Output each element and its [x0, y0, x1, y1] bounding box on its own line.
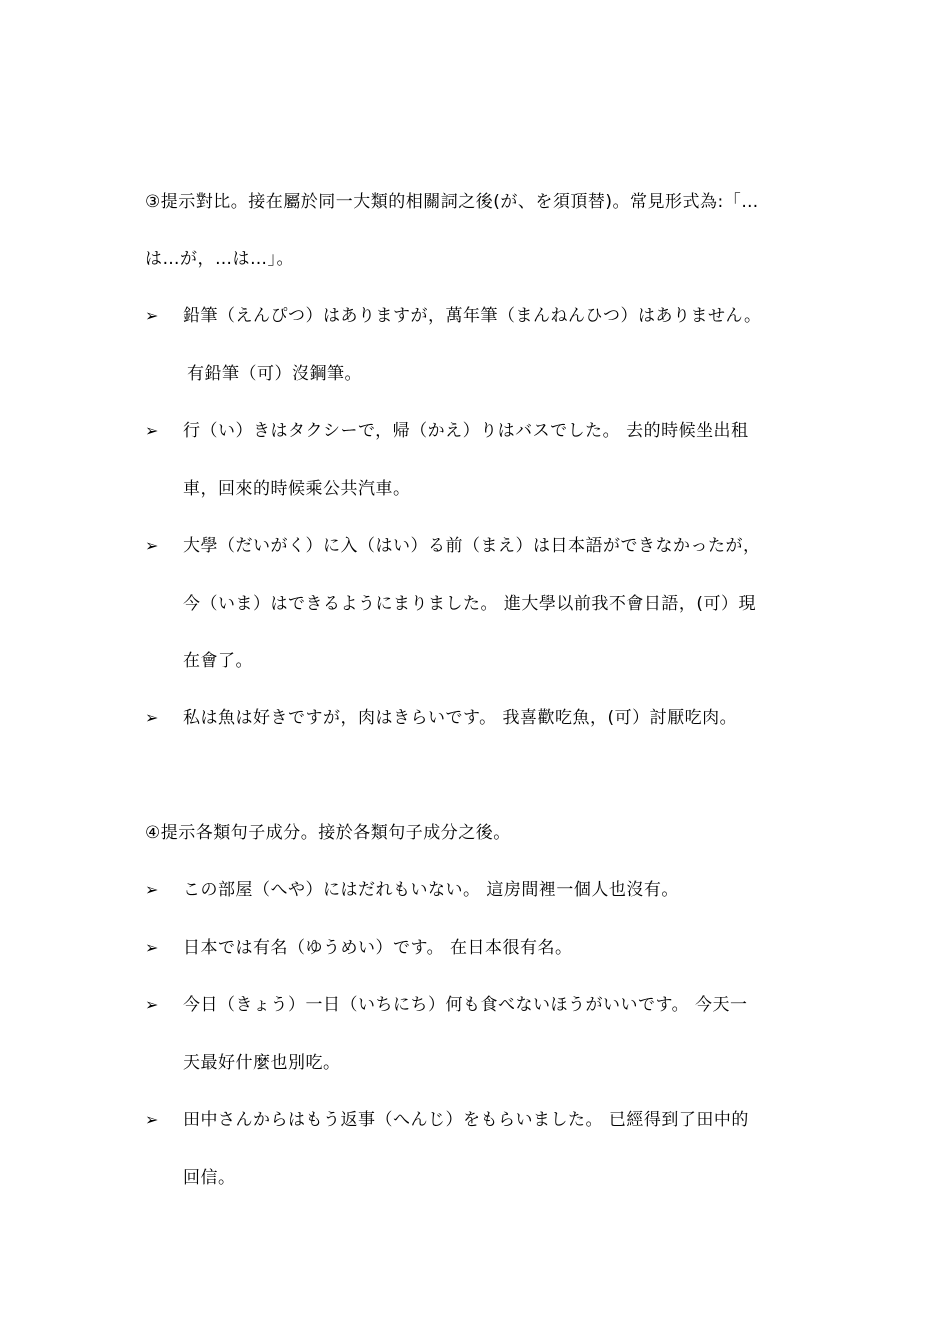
example-3-3-line-3: 在會了。	[183, 651, 253, 671]
example-3-3-line-2: 今（いま）はできるようにまりました。 進大學以前我不會日語，(可）現	[183, 594, 757, 614]
example-3-2-line-2: 車，回來的時候乘公共汽車。	[183, 479, 411, 499]
example-3-1-line-1: 鉛筆（えんぴつ）はありますが，萬年筆（まんねんひつ）はありません。	[183, 306, 762, 326]
example-4-3-line-2: 天最好什麼也別吃。	[183, 1053, 341, 1073]
example-4-1-line-1: この部屋（へや）にはだれもいない。 這房間裡一個人也沒有。	[183, 880, 679, 900]
bullet-icon: ➢	[145, 880, 159, 899]
example-3-4-line-1: 私は魚は好きですが，肉はきらいです。 我喜歡吃魚，(可）討厭吃肉。	[183, 708, 738, 728]
example-4-2-line-1: 日本では有名（ゆうめい）です。 在日本很有名。	[183, 938, 573, 958]
bullet-icon: ➢	[145, 1110, 159, 1129]
example-3-1-line-2: 有鉛筆（可）沒鋼筆。	[187, 364, 362, 384]
bullet-icon: ➢	[145, 536, 159, 555]
bullet-icon: ➢	[145, 938, 159, 957]
section-3-heading-line-1: ③提示對比。接在屬於同一大類的相關詞之後(が、を須頂替)。常見形式為:「…	[145, 192, 759, 212]
bullet-icon: ➢	[145, 708, 159, 727]
section-3-heading-line-2: は…が，…は…」。	[145, 249, 294, 269]
bullet-icon: ➢	[145, 995, 159, 1014]
example-3-2-line-1: 行（い）きはタクシーで，帰（かえ）りはバスでした。 去的時候坐出租	[183, 421, 749, 441]
example-3-3-line-1: 大學（だいがく）に入（はい）る前（まえ）は日本語ができなかったが，	[183, 536, 761, 556]
bullet-icon: ➢	[145, 421, 159, 440]
example-4-4-line-2: 回信。	[183, 1168, 236, 1188]
example-4-3-line-1: 今日（きょう）一日（いちにち）何も食べないほうがいいです。 今天一	[183, 995, 748, 1015]
example-4-4-line-1: 田中さんからはもう返事（へんじ）をもらいました。 已經得到了田中的	[183, 1110, 749, 1130]
section-4-heading: ④提示各類句子成分。接於各類句子成分之後。	[145, 823, 511, 843]
bullet-icon: ➢	[145, 306, 159, 325]
